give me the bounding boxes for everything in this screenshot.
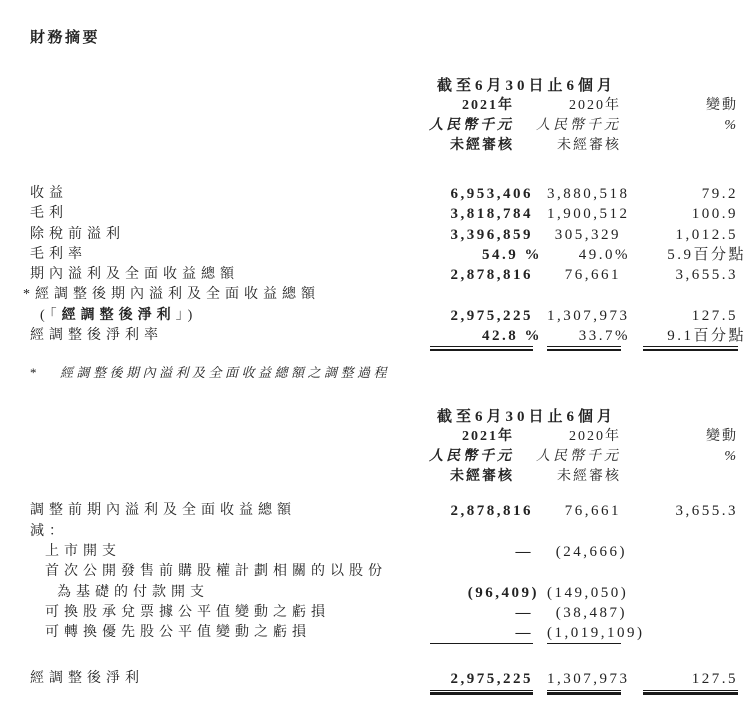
row-label: 期內溢利及全面收益總額	[30, 267, 239, 283]
value-2020: 1,900,512	[547, 206, 630, 223]
table-row	[30, 306, 738, 326]
value-change: 79.2	[701, 186, 738, 202]
value-2020: 3,880,518	[547, 186, 630, 202]
value-change: 9.1百分點	[621, 326, 738, 346]
table-row	[30, 542, 738, 562]
value-change: 5.9百分點	[667, 246, 746, 263]
footnote	[30, 364, 738, 382]
value-2020: (24,666)	[555, 543, 627, 560]
unaudited-2021: 未經審核	[450, 138, 514, 153]
value-change: 3,655.3	[675, 267, 738, 284]
value-2021: —	[515, 604, 533, 621]
row-label: 上市開支	[45, 543, 121, 559]
row-label: 經調整後淨利率	[30, 328, 163, 344]
financial-summary-table	[23, 76, 746, 346]
footnote-marker: *	[30, 365, 37, 381]
table-row	[30, 522, 738, 542]
unaudited-2021: 未經審核	[450, 469, 514, 485]
value-2021: 42.8 %	[418, 326, 533, 346]
adjustment-reconciliation-table	[30, 407, 738, 689]
period-header: 截至6月30日止6個月	[437, 78, 617, 94]
currency-header-row	[30, 447, 738, 467]
table-row	[30, 326, 746, 346]
value-2021	[418, 522, 533, 542]
unaudited-header-row	[30, 467, 738, 487]
currency-2021: 人民幣千元	[429, 449, 514, 465]
col-header-change: 變動	[706, 429, 738, 445]
currency-2020: 人民幣千元	[536, 118, 621, 133]
row-label: 經調整後淨利	[30, 671, 144, 687]
table-row	[30, 245, 746, 265]
value-change	[621, 522, 738, 542]
change-unit: %	[724, 449, 738, 465]
row-label: 可轉換優先股公平值變動之虧損	[45, 625, 311, 641]
col-header-2020: 2020年	[569, 429, 621, 445]
value-change	[621, 285, 738, 305]
year-header-row	[30, 427, 738, 447]
table-row	[30, 501, 738, 521]
row-label: 毛利	[30, 206, 68, 222]
value-2020: 76,661	[564, 267, 621, 284]
value-2020: (149,050)	[547, 584, 629, 601]
value-change	[621, 603, 738, 623]
value-change	[621, 583, 738, 603]
value-2020: 33.7%	[533, 326, 621, 346]
row-label: (「經調整後淨利」)	[40, 307, 198, 323]
value-change: 127.5	[691, 307, 738, 324]
value-2020	[533, 522, 621, 542]
row-label: 首次公開發售前購股權計劃相關的以股份	[45, 564, 387, 580]
value-2021: 2,975,225	[418, 669, 533, 689]
footnote-text: 經調整後期內溢利及全面收益總額之調整過程	[60, 365, 391, 381]
value-2021: 3,396,859	[450, 226, 533, 243]
value-2021	[418, 562, 533, 582]
value-2020: 49.0%	[578, 246, 630, 263]
table-row	[30, 669, 738, 689]
value-change: 1,012.5	[675, 226, 738, 243]
col-header-2021: 2021年	[462, 98, 514, 113]
value-change: 100.9	[691, 206, 738, 223]
table-header	[30, 407, 738, 487]
col-header-change: 變動	[706, 98, 738, 113]
change-unit: %	[724, 118, 738, 133]
value-2021: —	[418, 623, 533, 643]
value-2021: 2,975,225	[450, 307, 533, 324]
table-row	[23, 285, 738, 305]
value-2021: 2,878,816	[450, 267, 533, 284]
year-header-row	[30, 96, 738, 116]
currency-2021: 人民幣千元	[429, 118, 514, 133]
period-header: 截至6月30日止6個月	[437, 409, 617, 426]
row-label: 收益	[30, 186, 68, 201]
summary-table-body	[23, 184, 746, 346]
page-title: 財務摘要	[30, 30, 101, 46]
table-row	[30, 603, 738, 623]
value-2021: 3,818,784	[450, 206, 533, 223]
table-header	[30, 76, 738, 156]
value-2021	[418, 285, 533, 305]
value-change: 3,655.3	[675, 503, 738, 520]
table-row	[30, 562, 738, 582]
col-header-2020: 2020年	[569, 98, 621, 113]
value-2021: 54.9 %	[482, 246, 542, 263]
value-2020: (1,019,109)	[533, 623, 621, 643]
row-label: 可換股承兌票據公平值變動之虧損	[45, 604, 330, 620]
value-2020	[533, 285, 621, 305]
value-2021: —	[515, 543, 533, 560]
table-row	[30, 225, 738, 245]
unaudited-2020: 未經審核	[557, 469, 621, 485]
value-change	[621, 542, 738, 562]
row-label: 毛利率	[30, 246, 87, 262]
unaudited-header-row	[30, 136, 738, 156]
value-2020: 1,307,973	[547, 307, 630, 324]
table-row	[30, 583, 738, 603]
row-label: 為基礎的付款開支	[57, 584, 209, 600]
value-2020: (38,487)	[555, 604, 627, 621]
table-row	[30, 623, 738, 643]
value-change: 127.5	[621, 669, 738, 689]
value-2020: 76,661	[564, 503, 621, 520]
unaudited-2020: 未經審核	[557, 138, 621, 153]
row-label: 除稅前溢利	[30, 226, 125, 242]
value-2021: (96,409)	[467, 584, 539, 601]
table-row	[30, 265, 738, 285]
value-2020: 305,329	[554, 226, 621, 243]
adjustment-table-body	[30, 501, 738, 689]
value-change	[621, 562, 738, 582]
currency-header-row	[30, 116, 738, 136]
row-label: 減：	[30, 523, 68, 539]
table-row	[30, 204, 738, 224]
currency-2020: 人民幣千元	[536, 449, 621, 465]
value-2021: 6,953,406	[450, 186, 533, 202]
table-row	[30, 184, 738, 204]
value-2020: 1,307,973	[533, 669, 621, 689]
row-label: *經調整後期內溢利及全面收益總額	[23, 287, 320, 303]
col-header-2021: 2021年	[462, 429, 514, 445]
value-2020	[533, 562, 621, 582]
row-label: 調整前期內溢利及全面收益總額	[30, 503, 296, 519]
value-2021: 2,878,816	[450, 503, 533, 520]
